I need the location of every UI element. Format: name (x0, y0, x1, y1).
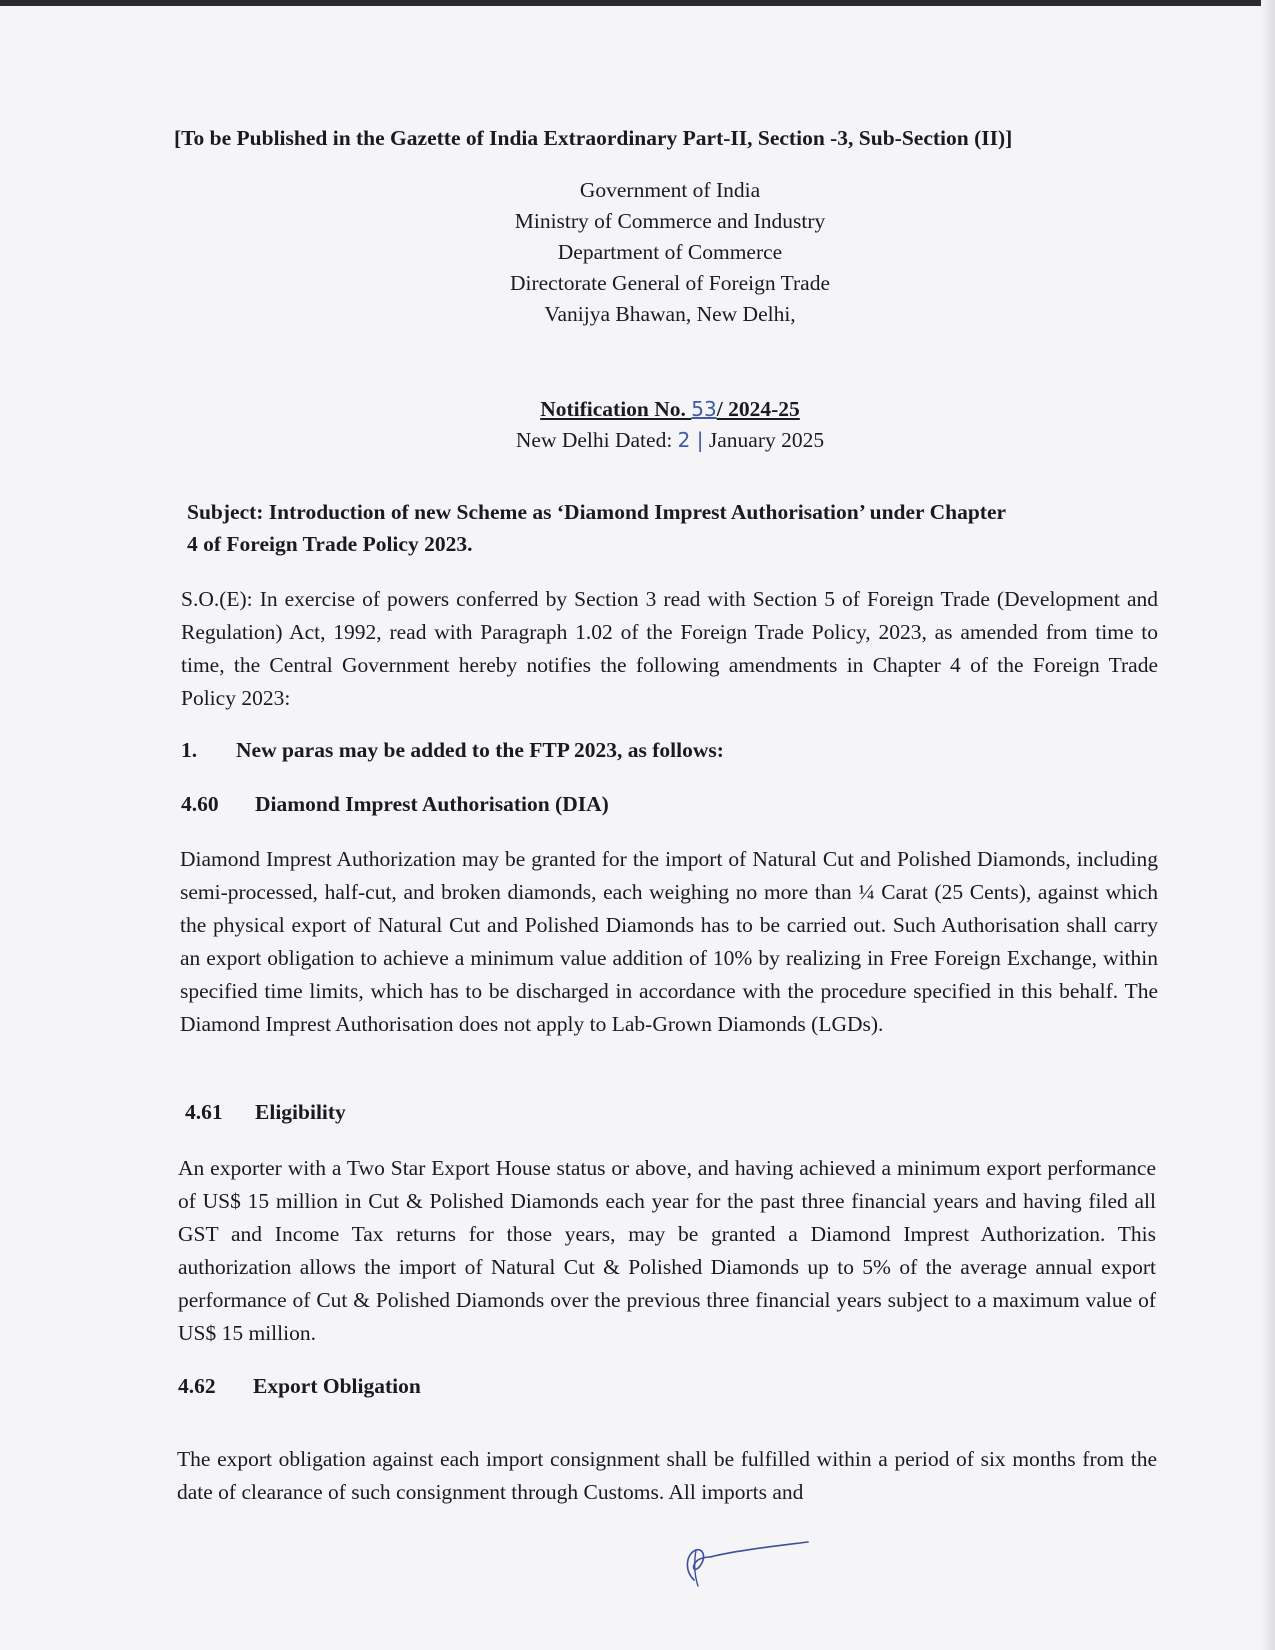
header-line-directorate: Directorate General of Foreign Trade (509, 271, 830, 295)
notification-suffix: / 2024-25 (716, 397, 800, 421)
section-4-62-body: The export obligation against each import consignment shall be fulfilled within a period of six months from the date of clearance of such consignment through Customs. All imports and (177, 1447, 1157, 1504)
subject (187, 496, 1142, 560)
section-4-62-number: 4.62 (178, 1374, 216, 1398)
header-line-government: Government of India (579, 178, 761, 202)
section-4-62-title: Export Obligation (253, 1374, 421, 1398)
item-1 (181, 738, 724, 763)
header-line-ministry: Ministry of Commerce and Industry (514, 209, 826, 233)
item-1-text: New paras may be added to the FTP 2023, as follows: (236, 738, 724, 762)
section-4-60-heading (181, 792, 609, 817)
section-4-62-heading (178, 1374, 421, 1399)
handwritten-number: 53 (691, 397, 717, 421)
handwritten-date: 2 | (677, 428, 704, 452)
date-suffix: January 2025 (708, 428, 825, 452)
section-4-60-body: Diamond Imprest Authorization may be granted for the import of Natural Cut and Polished Diamonds, including semi-processed, half-cut, and broken diamonds, each weighing no more than ¼ Carat (25 Cents), against which the physical export of Natural Cut and Polished Diamonds has to be carried out. Such Authorisation shall carry an export obligation to achieve a minimum value addition of 10% by realizing in Free Foreign Exchange, within specified time limits, which has to be discharged in accordance with the procedure specified in this behalf. The Diamond Imprest Authorisation does not apply to Lab-Grown Diamonds (LGDs). (180, 847, 1158, 1036)
subject-line-2: 4 of Foreign Trade Policy 2023. (187, 532, 473, 556)
section-4-61-body: An exporter with a Two Star Export House status or above, and having achieved a minimum export performance of US$ 15 million in Cut & Polished Diamonds each year for the past three financial years and having filed all GST and Income Tax returns for those years, may be granted a Diamond Imprest Authorization. This authorization allows the import of Natural Cut & Polished Diamonds up to 5% of the average annual export performance of Cut & Polished Diamonds over the previous three financial years subject to a maximum value of US$ 15 million. (178, 1156, 1156, 1345)
notification-prefix: Notification No. (540, 397, 686, 421)
gazette-heading: [To be Published in the Gazette of India Extraordinary Part-II, Section -3, Sub-Section (II)] (174, 126, 1013, 150)
header-line-address: Vanijya Bhawan, New Delhi, (544, 302, 796, 326)
date-prefix: New Delhi Dated: (515, 428, 673, 452)
section-4-60-title: Diamond Imprest Authorisation (DIA) (255, 792, 609, 816)
section-4-61-number: 4.61 (185, 1100, 223, 1124)
header-line-department: Department of Commerce (557, 240, 783, 264)
handwritten-signature (680, 1536, 820, 1596)
subject-line-1: Subject: Introduction of new Scheme as ‘Diamond Imprest Authorisation’ under Chapter (187, 500, 1007, 524)
section-4-61-heading (185, 1100, 346, 1125)
notification-number (0, 397, 1275, 422)
scan-edge-top (0, 0, 1275, 6)
section-4-61-title: Eligibility (255, 1100, 346, 1124)
intro-paragraph: S.O.(E): In exercise of powers conferred by Section 3 read with Section 5 of Foreign Trade (Development and Regulation) Act, 1992, read with Paragraph 1.02 of the Foreign Trade Policy, 2023, as amended from time to time, the Central Government hereby notifies the following amendments in Chapter 4 of the Foreign Trade Policy 2023: (181, 587, 1158, 710)
section-4-60-number: 4.60 (181, 792, 219, 816)
item-1-number: 1. (181, 738, 198, 762)
notification-date (0, 428, 1275, 453)
